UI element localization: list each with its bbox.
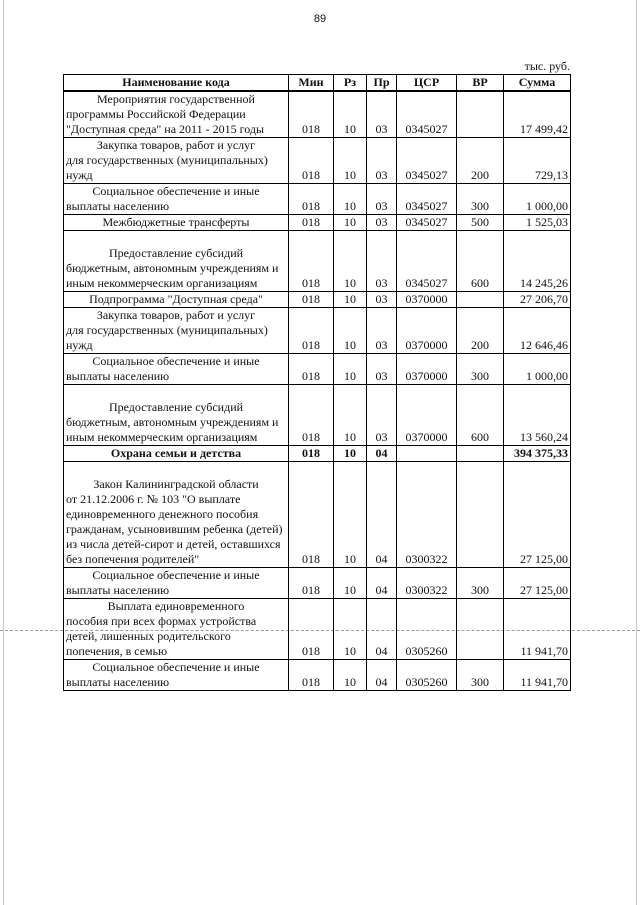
row-name-rest: для государственных (муниципальных) нужд [66,153,268,182]
row-name [64,568,289,599]
row-vr [457,599,504,660]
table-row [64,568,571,599]
row-vr [457,292,504,308]
table-row [64,462,571,568]
row-name [64,91,289,138]
row-csr: 0370000 [397,385,457,446]
row-sum: 13 560,24 [504,385,571,446]
row-csr: 0345027 [397,91,457,138]
table-header-row [64,75,571,92]
row-csr: 0370000 [397,308,457,354]
row-rz: 10 [334,184,367,215]
budget-table [63,74,571,691]
row-csr: 0345027 [397,184,457,215]
row-vr [457,446,504,462]
row-pr: 03 [367,292,397,308]
row-min: 018 [289,660,334,691]
table-body [64,91,571,691]
row-pr: 04 [367,446,397,462]
row-vr: 200 [457,138,504,184]
row-name-lead: Подпрограмма "Доступная среда" [89,292,263,306]
table-row [64,308,571,354]
row-rz: 10 [334,138,367,184]
row-vr [457,91,504,138]
row-name-lead: Межбюджетные трансферты [102,215,250,229]
row-rz: 10 [334,292,367,308]
row-name-rest: программы Российской Федерации "Доступная среда" на 2011 - 2015 годы [66,107,265,136]
row-pr: 04 [367,568,397,599]
row-name-lead: Предоставление субсидий [108,400,244,414]
scan-edge [3,0,4,905]
row-csr: 0305260 [397,599,457,660]
header-pr: Пр [367,75,397,92]
row-pr: 03 [367,184,397,215]
row-min: 018 [289,215,334,231]
header-csr: ЦСР [397,75,457,92]
row-name-rest: для государственных (муниципальных) нужд [66,323,268,352]
row-name-rest: пособия при всех формах устройства детей, лишенных родительского попечения, в семью [66,614,257,658]
table-row [64,91,571,138]
row-rz: 10 [334,91,367,138]
table-row [64,292,571,308]
row-name-lead: Закупка товаров, работ и услуг [96,138,256,152]
row-pr: 03 [367,138,397,184]
row-name-rest: бюджетным, автономным учреждениям и иным некоммерческим организациям [66,415,279,444]
row-name-rest: выплаты населению [66,199,170,213]
row-min: 018 [289,231,334,292]
row-name [64,292,289,308]
row-pr: 03 [367,354,397,385]
header-min: Мин [289,75,334,92]
row-min: 018 [289,599,334,660]
row-csr: 0370000 [397,292,457,308]
row-name [64,385,289,446]
row-min: 018 [289,91,334,138]
row-name [64,184,289,215]
row-vr: 200 [457,308,504,354]
row-name [64,308,289,354]
row-min: 018 [289,308,334,354]
row-sum: 17 499,42 [504,91,571,138]
row-vr: 600 [457,385,504,446]
row-name-rest: от 21.12.2006 г. № 103 "О выплате единовременного денежного пособия гражданам, усыновившим ребенка (детей) из числа детей-сирот и детей, оставшихся без попечения родителей" [66,492,283,566]
row-name-rest: выплаты населению [66,583,170,597]
row-name [64,462,289,568]
row-sum: 14 245,26 [504,231,571,292]
row-sum: 1 000,00 [504,354,571,385]
row-name-lead: Охрана семьи и детства [110,446,242,460]
row-sum: 1 000,00 [504,184,571,215]
table-row [64,446,571,462]
row-name-rest: бюджетным, автономным учреждениям и иным некоммерческим организациям [66,261,279,290]
row-min: 018 [289,446,334,462]
row-min: 018 [289,138,334,184]
header-vr: ВР [457,75,504,92]
row-name-rest: выплаты населению [66,675,170,689]
row-min: 018 [289,385,334,446]
row-name-lead: Закон Калининградской области [93,477,259,491]
row-rz: 10 [334,599,367,660]
row-pr: 03 [367,215,397,231]
row-min: 018 [289,568,334,599]
row-name-lead: Предоставление субсидий [108,246,244,260]
row-rz: 10 [334,446,367,462]
row-sum: 729,13 [504,138,571,184]
row-vr: 500 [457,215,504,231]
row-rz: 10 [334,215,367,231]
row-rz: 10 [334,385,367,446]
row-name-rest: выплаты населению [66,369,170,383]
row-vr: 600 [457,231,504,292]
row-sum: 12 646,46 [504,308,571,354]
row-pr: 03 [367,308,397,354]
header-name: Наименование кода [64,75,289,92]
row-pr: 04 [367,462,397,568]
scan-edge [636,0,637,905]
row-csr: 0305260 [397,660,457,691]
table-row [64,231,571,292]
row-pr: 04 [367,660,397,691]
row-name-lead: Мероприятия государственной [97,92,255,106]
row-min: 018 [289,354,334,385]
table-row [64,184,571,215]
row-pr: 03 [367,91,397,138]
table-row [64,354,571,385]
row-sum: 1 525,03 [504,215,571,231]
row-csr: 0345027 [397,231,457,292]
row-vr: 300 [457,568,504,599]
units-label: тыс. руб. [524,59,570,73]
row-csr: 0345027 [397,215,457,231]
row-sum: 27 125,00 [504,462,571,568]
page-number: 89 [313,13,327,25]
row-name [64,231,289,292]
row-pr: 03 [367,231,397,292]
row-csr: 0370000 [397,354,457,385]
row-rz: 10 [334,308,367,354]
row-name [64,599,289,660]
row-vr: 300 [457,660,504,691]
row-min: 018 [289,462,334,568]
table-row [64,599,571,660]
row-sum: 394 375,33 [504,446,571,462]
row-name-lead: Социальное обеспечение и иные [92,354,260,368]
row-csr [397,446,457,462]
table-row [64,660,571,691]
row-name [64,138,289,184]
row-csr: 0300322 [397,462,457,568]
row-rz: 10 [334,568,367,599]
row-sum: 27 125,00 [504,568,571,599]
row-name [64,354,289,385]
row-rz: 10 [334,660,367,691]
row-rz: 10 [334,354,367,385]
row-min: 018 [289,292,334,308]
header-rz: Рз [334,75,367,92]
row-sum: 11 941,70 [504,660,571,691]
row-name [64,446,289,462]
row-name-lead: Выплата единовременного [107,599,245,613]
table-row [64,138,571,184]
row-vr: 300 [457,354,504,385]
row-rz: 10 [334,462,367,568]
row-name-lead: Социальное обеспечение и иные [92,184,260,198]
table-row [64,385,571,446]
row-rz: 10 [334,231,367,292]
row-min: 018 [289,184,334,215]
row-name-lead: Закупка товаров, работ и услуг [96,308,256,322]
row-pr: 03 [367,385,397,446]
row-csr: 0345027 [397,138,457,184]
row-csr: 0300322 [397,568,457,599]
row-vr [457,462,504,568]
row-vr: 300 [457,184,504,215]
row-sum: 27 206,70 [504,292,571,308]
row-pr: 04 [367,599,397,660]
row-name [64,215,289,231]
header-sum: Сумма [504,75,571,92]
row-sum: 11 941,70 [504,599,571,660]
row-name-lead: Социальное обеспечение и иные [92,568,260,582]
row-name-lead: Социальное обеспечение и иные [92,660,260,674]
row-name [64,660,289,691]
table-row [64,215,571,231]
